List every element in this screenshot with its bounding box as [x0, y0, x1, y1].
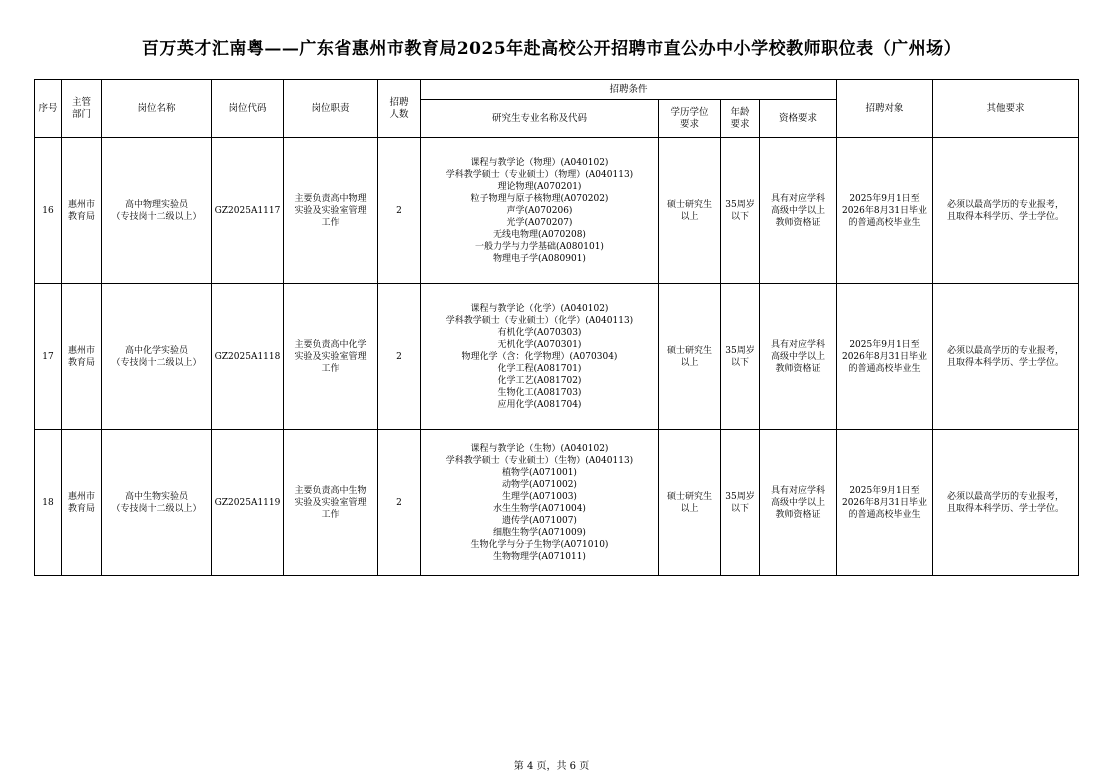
duty-line: 工作 [321, 363, 340, 374]
target-line: 2025年9月1日至 [849, 339, 920, 350]
majors-line: 生物物理学(A071011) [493, 551, 586, 562]
header-other: 其他要求 [933, 80, 1079, 138]
header-post-name: 岗位名称 [102, 80, 212, 138]
post-name-line: （专技岗十二级以上） [111, 357, 202, 368]
qualification-line: 具有对应学科 [771, 485, 826, 496]
job-table [34, 79, 1079, 576]
header-dept [62, 80, 102, 138]
post-name-line: 高中物理实验员 [124, 199, 188, 210]
seq-cell: 16 [35, 138, 62, 284]
duty-line: 工作 [321, 217, 340, 228]
duty-line: 实验及实验室管理 [294, 351, 367, 362]
target-line: 2026年8月31日毕业 [841, 497, 928, 508]
target-cell [837, 284, 933, 430]
post-name-line: 高中生物实验员 [124, 491, 188, 502]
majors-line: 理论物理(A070201) [497, 181, 582, 192]
majors-line: 物理电子学(A080901) [493, 253, 586, 264]
qualification-line: 高级中学以上 [771, 351, 826, 362]
majors-line: 光学(A070207) [506, 217, 573, 228]
majors-line: 植物学(A071001) [502, 467, 577, 478]
post-name-line: （专技岗十二级以上） [111, 211, 202, 222]
duty-line: 主要负责高中化学 [294, 339, 367, 350]
duty-cell [284, 138, 378, 284]
duty-line: 实验及实验室管理 [294, 497, 367, 508]
header-duty: 岗位职责 [284, 80, 378, 138]
majors-line: 化学工程(A081701) [497, 363, 582, 374]
degree-line: 以上 [680, 211, 699, 222]
table-body [35, 138, 1079, 576]
qualification-line: 具有对应学科 [771, 193, 826, 204]
degree-cell [659, 284, 721, 430]
majors-line: 课程与教学论（化学）(A040102) [470, 303, 609, 314]
dept-cell [62, 284, 102, 430]
other-cell [933, 430, 1079, 576]
majors-line: 物理化学（含：化学物理）(A070304) [461, 351, 618, 362]
target-cell [837, 138, 933, 284]
seq-cell: 17 [35, 284, 62, 430]
duty-cell [284, 430, 378, 576]
degree-line: 以上 [680, 503, 699, 514]
header-dept-line: 部门 [71, 108, 91, 120]
majors-cell [421, 430, 659, 576]
qualification-line: 教师资格证 [775, 509, 821, 520]
other-cell [933, 138, 1079, 284]
target-line: 的普通高校毕业生 [848, 363, 921, 374]
page-footer: 第 4 页，共 6 页 [513, 761, 590, 772]
header-degree-line: 要求 [679, 118, 699, 130]
qualification-line: 高级中学以上 [771, 497, 826, 508]
majors-line: 生物化学与分子生物学(A071010) [470, 539, 609, 550]
majors-cell [421, 138, 659, 284]
age-line: 35周岁 [725, 491, 755, 502]
other-line: 必须以最高学历的专业报考， [947, 199, 1065, 210]
header-age-line: 要求 [730, 118, 750, 130]
other-cell [933, 284, 1079, 430]
post-code-cell: GZ2025A1117 [212, 138, 284, 284]
majors-line: 化学工艺(A081702) [497, 375, 582, 386]
majors-line: 学科教学硕士（专业硕士）（物理）(A040113) [445, 169, 634, 180]
target-cell [837, 430, 933, 576]
dept-line: 惠州市 [67, 491, 95, 502]
target-line: 2025年9月1日至 [849, 193, 920, 204]
post-code-cell: GZ2025A1119 [212, 430, 284, 576]
majors-line: 课程与教学论（物理）(A040102) [470, 157, 609, 168]
majors-line: 课程与教学论（生物）(A040102) [470, 443, 609, 454]
majors-line: 细胞生物学(A071009) [493, 527, 586, 538]
age-cell [721, 284, 760, 430]
post-name-line: 高中化学实验员 [124, 345, 188, 356]
duty-line: 主要负责高中物理 [294, 193, 367, 204]
header-degree [659, 100, 721, 138]
table-row [35, 430, 1079, 576]
post-name-cell [102, 138, 212, 284]
dept-cell [62, 430, 102, 576]
other-line: 必须以最高学历的专业报考， [947, 345, 1065, 356]
majors-line: 学科教学硕士（专业硕士）（化学）(A040113) [445, 315, 634, 326]
duty-cell [284, 284, 378, 430]
seq-cell: 18 [35, 430, 62, 576]
dept-cell [62, 138, 102, 284]
dept-line: 教育局 [67, 357, 95, 368]
dept-line: 教育局 [67, 211, 95, 222]
degree-cell [659, 430, 721, 576]
majors-line: 水生生物学(A071004) [493, 503, 586, 514]
post-name-cell [102, 284, 212, 430]
target-line: 的普通高校毕业生 [848, 217, 921, 228]
majors-line: 学科教学硕士（专业硕士）（生物）(A040113) [445, 455, 634, 466]
header-seq: 序号 [35, 80, 62, 138]
other-line: 且取得本科学历、学士学位。 [947, 211, 1065, 222]
degree-line: 硕士研究生 [666, 345, 712, 356]
target-line: 2026年8月31日毕业 [841, 205, 928, 216]
age-cell [721, 430, 760, 576]
duty-line: 工作 [321, 509, 340, 520]
qualification-line: 高级中学以上 [771, 205, 826, 216]
majors-line: 无线电物理(A070208) [493, 229, 586, 240]
table-row [35, 284, 1079, 430]
header-major: 研究生专业名称及代码 [421, 100, 659, 138]
majors-line: 生物化工(A081703) [497, 387, 582, 398]
degree-cell [659, 138, 721, 284]
header-age [721, 100, 760, 138]
duty-line: 实验及实验室管理 [294, 205, 367, 216]
age-line: 以下 [730, 211, 749, 222]
header-count-line: 招聘 [389, 96, 409, 108]
header-count [378, 80, 421, 138]
page-title: 百万英才汇南粤——广东省惠州市教育局2025年赴高校公开招聘市直公办中小学校教师职位表（广州场） [141, 39, 962, 59]
dept-line: 惠州市 [67, 345, 95, 356]
duty-line: 主要负责高中生物 [294, 485, 367, 496]
age-line: 35周岁 [725, 345, 755, 356]
qualification-line: 具有对应学科 [771, 339, 826, 350]
age-line: 以下 [730, 503, 749, 514]
dept-line: 惠州市 [67, 199, 95, 210]
header-qualification: 资格要求 [760, 100, 837, 138]
age-cell [721, 138, 760, 284]
header-conditions: 招聘条件 [421, 80, 837, 100]
header-degree-line: 学历学位 [670, 106, 709, 118]
qualification-cell [760, 284, 837, 430]
degree-line: 硕士研究生 [666, 199, 712, 210]
header-dept-line: 主管 [71, 96, 91, 108]
count-cell: 2 [378, 430, 421, 576]
majors-line: 应用化学(A081704) [497, 399, 582, 410]
majors-line: 遗传学(A071007) [502, 515, 577, 526]
majors-line: 粒子物理与原子核物理(A070202) [470, 193, 609, 204]
degree-line: 以上 [680, 357, 699, 368]
qualification-cell [760, 138, 837, 284]
header-age-line: 年龄 [730, 106, 750, 118]
qualification-line: 教师资格证 [775, 363, 821, 374]
majors-line: 一般力学与力学基础(A080101) [475, 241, 604, 252]
other-line: 且取得本科学历、学士学位。 [947, 357, 1065, 368]
header-count-line: 人数 [389, 108, 409, 120]
header-row [35, 80, 1079, 100]
post-name-line: （专技岗十二级以上） [111, 503, 202, 514]
table-row [35, 138, 1079, 284]
qualification-cell [760, 430, 837, 576]
dept-line: 教育局 [67, 503, 95, 514]
other-line: 且取得本科学历、学士学位。 [947, 503, 1065, 514]
majors-line: 无机化学(A070301) [497, 339, 582, 350]
post-code-cell: GZ2025A1118 [212, 284, 284, 430]
target-line: 2025年9月1日至 [849, 485, 920, 496]
header-target: 招聘对象 [837, 80, 933, 138]
age-line: 以下 [730, 357, 749, 368]
majors-line: 动物学(A071002) [502, 479, 577, 490]
target-line: 的普通高校毕业生 [848, 509, 921, 520]
target-line: 2026年8月31日毕业 [841, 351, 928, 362]
majors-line: 有机化学(A070303) [497, 327, 582, 338]
header-post-code: 岗位代码 [212, 80, 284, 138]
degree-line: 硕士研究生 [666, 491, 712, 502]
other-line: 必须以最高学历的专业报考， [947, 491, 1065, 502]
count-cell: 2 [378, 138, 421, 284]
majors-cell [421, 284, 659, 430]
count-cell: 2 [378, 284, 421, 430]
majors-line: 声学(A070206) [506, 205, 573, 216]
qualification-line: 教师资格证 [775, 217, 821, 228]
majors-line: 生理学(A071003) [502, 491, 577, 502]
post-name-cell [102, 430, 212, 576]
age-line: 35周岁 [725, 199, 755, 210]
